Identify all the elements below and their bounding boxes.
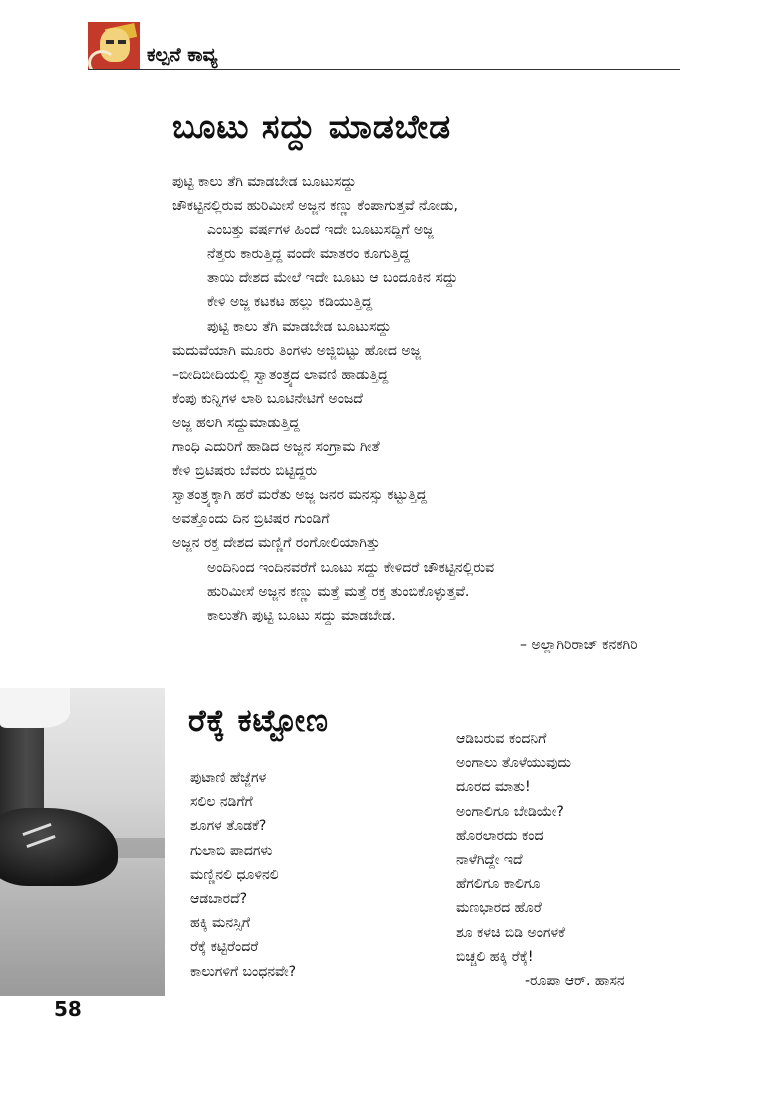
poem-line: ಆಡಬಾರದೆ? bbox=[190, 891, 248, 908]
poem-line: ಮಣಭಾರದ ಹೊರೆ bbox=[456, 900, 542, 917]
poem-line: ಪುಟ್ಟಿ ಕಾಲು ತೆಗಿ ಮಾಡಬೇಡ ಬೂಟುಸದ್ದು bbox=[172, 174, 357, 190]
poem-line: ನೆತ್ತರು ಕಾರುತ್ತಿದ್ದ ವಂದೇ ಮಾತರಂ ಕೂಗುತ್ತಿದ್ದ bbox=[207, 246, 410, 263]
shoe-photo bbox=[0, 688, 165, 996]
poem2-author: -ರೂಪಾ ಆರ್. ಹಾಸನ bbox=[525, 973, 625, 989]
poem-line: ಆಡಿಬರುವ ಕಂದನಿಗೆ bbox=[456, 731, 547, 747]
poem-line: ಶೂ ಕಳಚಿ ಬಿಡಿ ಅಂಗಳಕೆ bbox=[456, 924, 565, 941]
poem-line: ಹುರಿಮೀಸೆ ಅಜ್ಜನ ಕಣ್ಣು ಮತ್ತೆ ಮತ್ತೆ ರಕ್ತ ತುಂಬಿಕೊಳ್ಳುತ್ತವೆ. bbox=[207, 583, 470, 600]
section-title: ಕಲ್ಪನೆ ಕಾವ್ಯ bbox=[147, 44, 218, 66]
poem-line: ಪುಟಾಣಿ ಹೆಜ್ಜೆಗಳ bbox=[190, 770, 267, 786]
poem-line: ಪುಟ್ಟಿ ಕಾಲು ತೆಗಿ ಮಾಡಬೇಡ ಬೂಟುಸದ್ದು bbox=[207, 318, 392, 335]
poem2-title: ರೆಕ್ಕೆ ಕಟ್ಟೋಣ bbox=[188, 703, 329, 739]
poem-line: ಸಲಿಲ ನಡಿಗೆಗೆ bbox=[190, 794, 253, 811]
poem-line: ಶೂಗಳ ತೊಡಕೆ? bbox=[190, 818, 267, 835]
poem-line: ದೂರದ ಮಾತು! bbox=[456, 779, 531, 796]
poem-line: ಅಜ್ಜ ಹಲಗಿ ಸದ್ದುಮಾಡುತ್ತಿದ್ದ bbox=[172, 414, 300, 431]
poem-line: ಹೊರಲಾರದು ಕಂದ bbox=[456, 827, 544, 844]
poem-line: ತಾಯಿ ದೇಶದ ಮೇಲೆ ಇದೇ ಬೂಟು ಆ ಬಂದೂಕಿನ ಸದ್ದು bbox=[207, 270, 458, 287]
poem-line: ಅಜ್ಜನ ರಕ್ತ ದೇಶದ ಮಣ್ಣಿಗೆ ರಂಗೋಲಿಯಾಗಿತ್ತು bbox=[172, 535, 381, 552]
poem2-column-1 bbox=[190, 766, 296, 984]
poem-line: ಕೇಳಿ ಬ್ರಿಟಿಷರು ಬೆವರು ಬಿಟ್ಟಿದ್ದರು bbox=[172, 463, 318, 480]
poem-line: ಕೇಳಿ ಅಜ್ಜ ಕಟಕಟ ಹಲ್ಲು ಕಡಿಯುತ್ತಿದ್ದ bbox=[207, 294, 373, 311]
poem-line: ಮದುವೆಯಾಗಿ ಮೂರು ತಿಂಗಳು ಅಜ್ಜಿಬಿಟ್ಟು ಹೋದ ಅಜ್ಜ bbox=[172, 342, 422, 359]
poem-line: ರೆಕ್ಕೆ ಕಟ್ಟಿರೆಂದರೆ bbox=[190, 939, 259, 956]
poem-line: ಚೌಕಟ್ಟಿನಲ್ಲಿರುವ ಹುರಿಮೀಸೆ ಅಜ್ಜನ ಕಣ್ಣು ಕೆಂಪಾಗುತ್ತವೆ ನೋಡು, bbox=[172, 198, 458, 215]
header-divider bbox=[88, 69, 680, 70]
poem-line: ನಾಳೆಗಿದ್ದೇ ಇದೆ bbox=[456, 852, 523, 869]
poem-line: ಅವತ್ತೊಂದು ದಿನ ಬ್ರಿಟಿಷರ ಗುಂಡಿಗೆ bbox=[172, 511, 330, 528]
poem-line: ಗುಲಾಬಿ ಪಾದಗಳು bbox=[190, 842, 273, 859]
poem1-author: – ಅಲ್ಲಾಗಿರಿರಾಜ್ ಕನಕಗಿರಿ bbox=[520, 637, 638, 653]
poem-line: –ಬೀದಿಬೀದಿಯಲ್ಲಿ ಸ್ವಾತಂತ್ರ್ಯದ ಲಾವಣಿ ಹಾಡುತ್ತಿದ್ದ bbox=[172, 366, 389, 383]
poem-line: ಅಂಗಾಲಿಗೂ ಬೇಡಿಯೇ? bbox=[456, 803, 564, 820]
poem-line: ಅಂದಿನಿಂದ ಇಂದಿನವರೆಗೆ ಬೂಟು ಸದ್ದು ಕೇಳಿದರೆ ಚೌಕಟ್ಟಿನಲ್ಲಿರುವ bbox=[207, 559, 495, 576]
poem-line: ಸ್ವಾತಂತ್ರ್ಯಕ್ಕಾಗಿ ಹರೆ ಮರೆತು ಅಜ್ಜ ಜನರ ಮನಸ್ಸು ಕಟ್ಟುತ್ತಿದ್ದ bbox=[172, 487, 428, 504]
poem1-body bbox=[172, 170, 692, 628]
page-number: 58 bbox=[54, 997, 82, 1021]
poem-line: ಕೆಂಪು ಕುನ್ನಿಗಳ ಲಾಠಿ ಬೂಟಿನೇಟಿಗೆ ಅಂಜದೆ bbox=[172, 390, 363, 407]
poem-line: ಎಂಬತ್ತು ವರ್ಷಗಳ ಹಿಂದೆ ಇದೇ ಬೂಟುಸದ್ದಿಗೆ ಅಜ್ಜ bbox=[207, 222, 434, 239]
poem-line: ಹಕ್ಕಿ ಮನಸ್ಸಿಗೆ bbox=[190, 915, 251, 932]
poem-line: ಕಾಲುತೆಗಿ ಪುಟ್ಟಿ ಬೂಟು ಸದ್ದು ಮಾಡಬೇಡ. bbox=[207, 607, 396, 624]
poem-line: ಕಾಲುಗಳಿಗೆ ಬಂಧನವೇ? bbox=[190, 963, 297, 980]
magazine-logo-icon bbox=[88, 22, 140, 70]
poem2-column-2 bbox=[456, 727, 571, 969]
poem1-title: ಬೂಟು ಸದ್ದು ಮಾಡಬೇಡ bbox=[172, 107, 452, 146]
poem-line: ಬಿಚ್ಚಲಿ ಹಕ್ಕಿ ರೆಕ್ಕೆ! bbox=[456, 948, 534, 965]
poem-line: ಗಾಂಧಿ ಎದುರಿಗೆ ಹಾಡಿದ ಅಜ್ಜನ ಸಂಗ್ರಾಮ ಗೀತೆ bbox=[172, 439, 380, 456]
poem-line: ಮಣ್ಣಿನಲಿ ಧೂಳಿನಲಿ bbox=[190, 866, 279, 883]
poem-line: ಹೆಗಲಿಗೂ ಕಾಲಿಗೂ bbox=[456, 876, 541, 893]
poem-line: ಅಂಗಾಲು ತೊಳೆಯುವುದು bbox=[456, 755, 571, 772]
